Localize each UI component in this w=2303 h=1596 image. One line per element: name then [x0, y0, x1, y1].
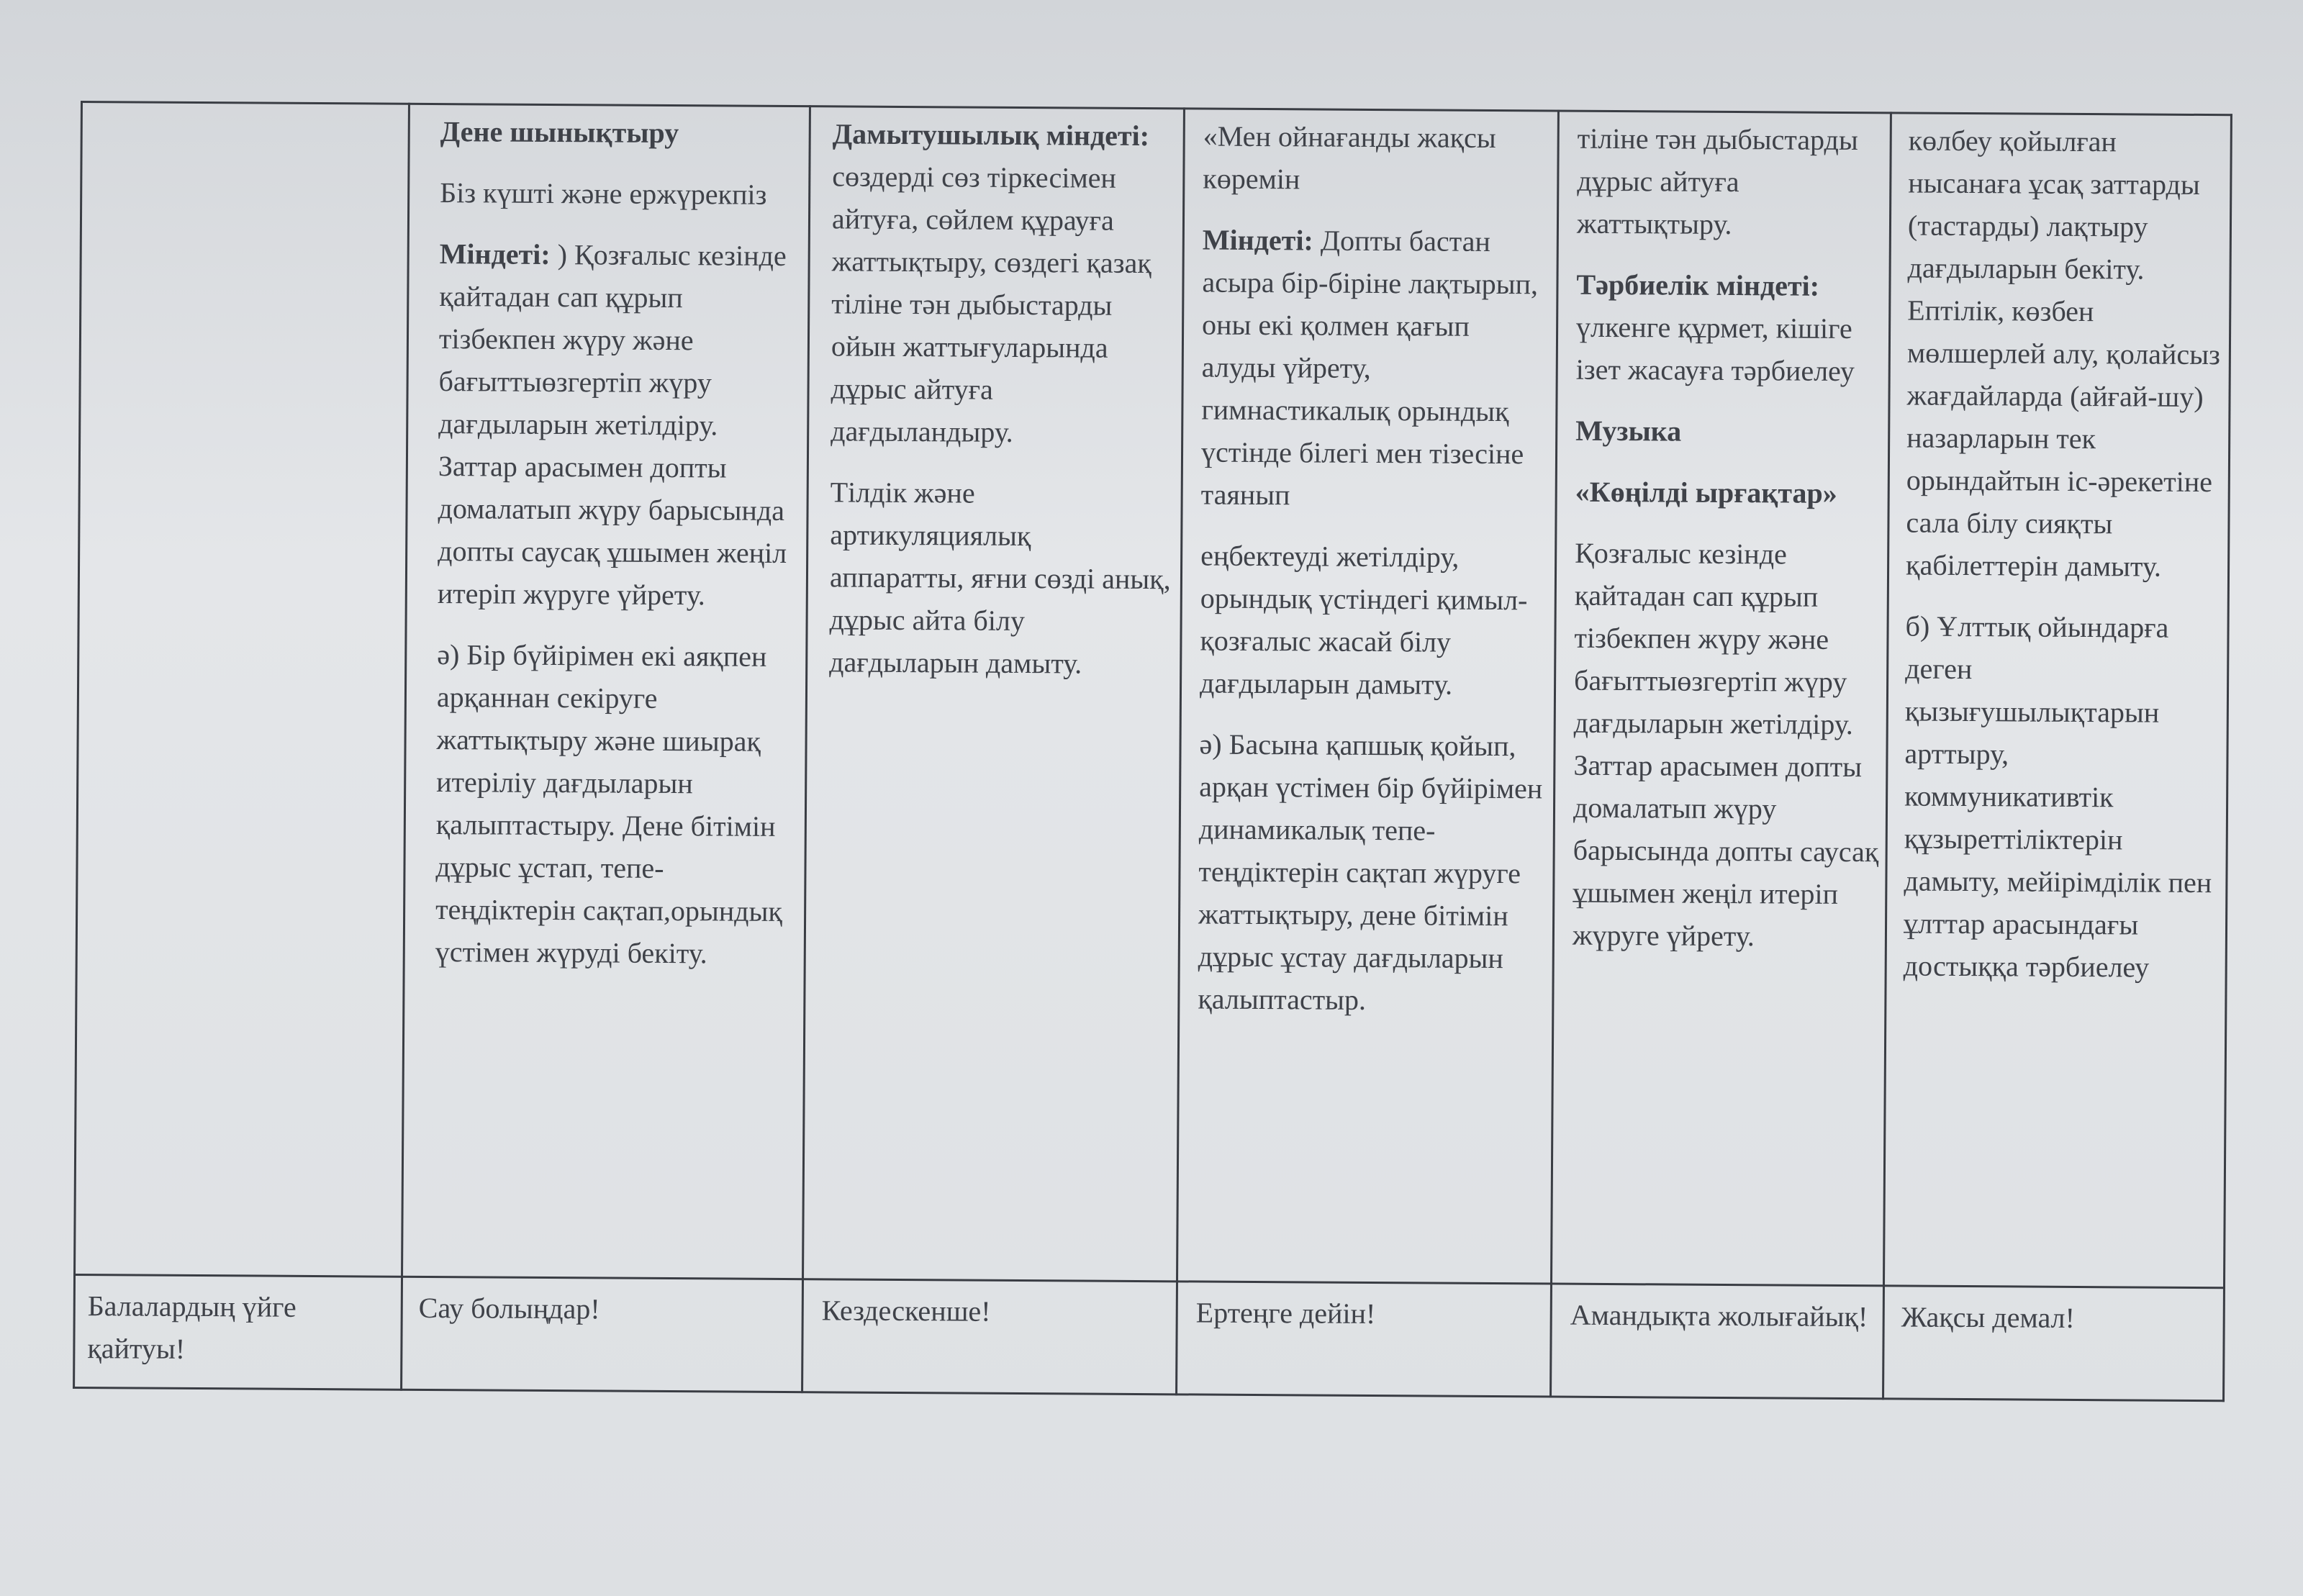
lesson-plan-table [73, 101, 2232, 1402]
column-3-cell [1198, 115, 1549, 1041]
task-text: үлкенге құрмет, кішіге ізет жасауға тәрбиелеу [1575, 310, 1855, 388]
task-text: Допты бастан асыра бір-біріне лақтырып, оны екі қолмен қағып алуды үйрету, гимнастикалық орындық үстінде білегі мен тізесіне таянып [1200, 224, 1539, 512]
column-5-extra: б) Ұлттық ойындарға деген қызығушылықтарын арттыру, коммуникативтік құзыреттіліктерін дамыту, мейірімділік пен ұлттар арасындағы достыққа тәрбиелеу [1903, 609, 2212, 984]
column-1-task [438, 232, 800, 617]
column-4-subject: Музыка [1575, 414, 1682, 448]
column-4-cell [1573, 117, 1883, 977]
column-2-text: Тілдік және артикуляциялық аппаратты, яғни сөзді анық, дұрыс айта білу дағдыларын дамыту. [829, 476, 1171, 680]
column-4-text: тіліне тән дыбыстарды дұрыс айтуға жаттықтыру. [1576, 122, 1858, 241]
column-3-text: еңбектеуді жетілдіру, орындық үстіндегі қимыл-қозғалыс жасай білу дағдыларын дамыту. [1199, 539, 1528, 701]
footer-cell: Жақсы демал! [1901, 1300, 2076, 1334]
footer-cell: Кездескенше! [821, 1294, 991, 1328]
column-4-extra: Қозғалыс кезінде қайтадан сап құрып тізбекпен жүру және бағыттыөзгертіп жүру дағдыларын жетілдіру. Заттар арасымен допты домалатып жүру барысында допты саусақ ұшымен жеңіл итеріп жүруге үйрету. [1572, 536, 1879, 953]
table-border-bottom [73, 1387, 2225, 1402]
column-4-topic: «Көңілді ырғақтар» [1575, 475, 1837, 509]
table-border-left [73, 101, 83, 1389]
table-row-divider [73, 1274, 2225, 1289]
column-5-cell [1903, 119, 2225, 1008]
column-3-extra: ә) Басына қапшық қойып, арқан үстімен бір бүйірімен динамикалық тепе-теңдіктерін сақтап жүруге жаттықтыру, дене бітімін дұрыс ұстау дағдыларын қалыптастыр. [1198, 727, 1543, 1016]
column-divider [1175, 107, 1185, 1395]
column-3-topic: «Мен ойнағанды жақсы көремін [1203, 119, 1496, 196]
column-divider [1882, 112, 1892, 1400]
column-1-extra: ә) Бір бүйірімен екі аяқпен арқаннан секіруге жаттықтыру және шиырақ итеріліу дағдыларын қалыптастыру. Дене бітімін дұрыс ұстап, тепе-теңдіктерін сақтап,орындық үстімен жүруді бекіту. [435, 638, 783, 970]
column-4-task [1576, 263, 1883, 393]
column-2-task [831, 112, 1175, 454]
footer-cell: Амандықта жолығайық! [1570, 1298, 1868, 1333]
task-label: Міндеті: [1202, 223, 1313, 257]
table-border-top [81, 101, 2232, 116]
footer-label: Балалардың үйге қайтуы! [87, 1289, 297, 1365]
task-label: Дамытушылық міндеті: [832, 117, 1150, 153]
column-divider [400, 103, 410, 1391]
column-1-title: Дене шынықтыру [440, 115, 679, 150]
task-text: сөздерді сөз тіркесімен айтуға, сөйлем құрауға жаттықтыру, сөздегі қазақ тіліне тән дыбыстарды ойын жаттығуларында дұрыс айтуға дағдыландыру. [831, 160, 1152, 448]
column-1-topic: Біз күшті және ержүрекпіз [440, 176, 767, 211]
column-1-cell [435, 110, 800, 994]
task-label: Міндеті: [439, 237, 551, 271]
column-5-text: көлбеу қойылған нысанаға ұсақ заттарды (тастарды) лақтыру дағдыларын бекіту. Ептілік, көзбен мөлшерлей алу, қолайсыз жағдайларда (айғай-шу) назарларын тек орындайтын іс-әрекетіне сала білу сияқты қабілеттерін дамыту. [1905, 124, 2220, 583]
column-2-cell [829, 112, 1175, 704]
footer-cell: Сау болыңдар! [418, 1291, 600, 1325]
task-text: ) Қозғалыс кезінде қайтадан сап құрып тізбекпен жүру және бағыттыөзгертіп жүру дағдыларын жетілдіру. Заттар арасымен допты домалатып жүру барысында допты саусақ ұшымен жеңіл итеріп жүруге үйрету. [437, 237, 787, 612]
task-label: Тәрбиелік міндеті: [1576, 268, 1820, 302]
footer-cell: Ертеңге дейін! [1195, 1296, 1376, 1330]
column-divider [1549, 110, 1560, 1398]
column-3-task [1201, 219, 1549, 518]
column-divider [801, 105, 811, 1393]
